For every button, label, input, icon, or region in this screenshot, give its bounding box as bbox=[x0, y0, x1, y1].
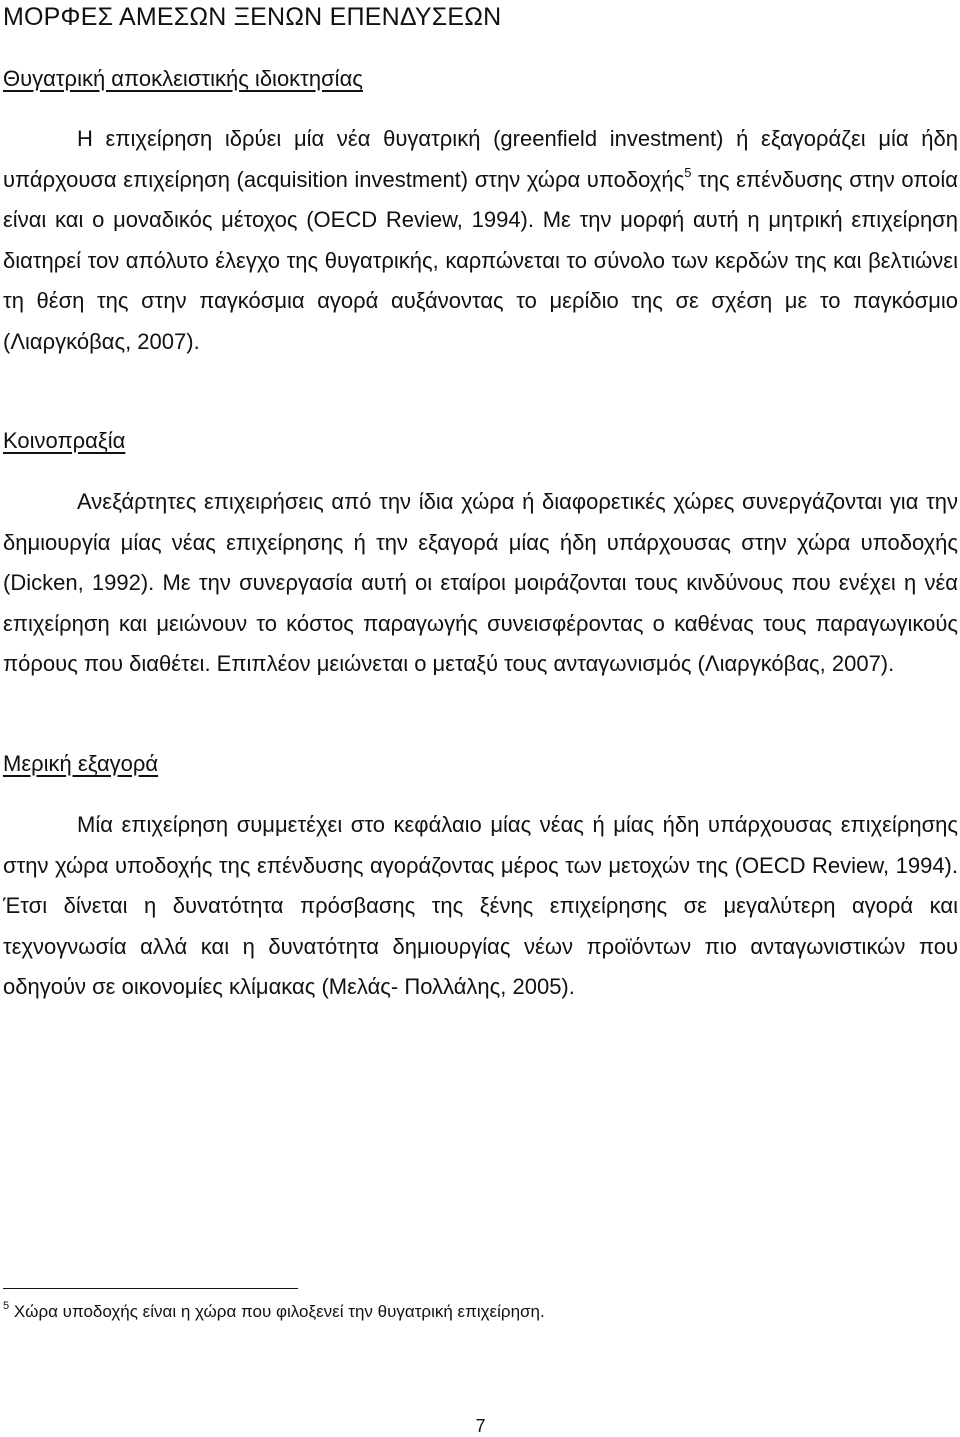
section-heading-partial-acquisition: Μερική εξαγορά bbox=[3, 751, 159, 776]
page-title: ΜΟΡΦΕΣ ΑΜΕΣΩΝ ΞΕΝΩΝ ΕΠΕΝΔΥΣΕΩΝ bbox=[3, 3, 502, 31]
footnote bbox=[3, 1300, 545, 1324]
paragraph-text-continued: της επένδυσης στην οποία είναι και ο μοναδικός μέτοχος (OECD Review, 1994). Με την μορφή αυτή η μητρική επιχείρηση διατηρεί τον απόλυτο έλεγχο της θυγατρικής, καρπώνεται το σύνολο των κερδών της και βελτιώνει τη θέση της στην παγκόσμια αγορά αυξάνοντας το μερίδιο της σε σχέση με το παγκόσμιο (Λιαργκόβας, 2007). bbox=[3, 166, 958, 354]
footnote-number: 5 bbox=[3, 1300, 10, 1312]
section-paragraph-wholly-owned-subsidiary bbox=[3, 119, 958, 362]
section-heading-joint-venture: Κοινοπραξία bbox=[3, 428, 126, 453]
page-number: 7 bbox=[475, 1416, 486, 1436]
footnote-text: Χώρα υποδοχής είναι η χώρα που φιλοξενεί την θυγατρική επιχείρηση. bbox=[9, 1302, 545, 1321]
section-heading-wholly-owned-subsidiary: Θυγατρική αποκλειστικής ιδιοκτησίας bbox=[3, 66, 363, 91]
section-paragraph-joint-venture: Ανεξάρτητες επιχειρήσεις από την ίδια χώρα ή διαφορετικές χώρες συνεργάζονται για την δημιουργία μίας νέας επιχείρησης ή την εξαγορά μίας ήδη υπάρχουσας στην χώρα υποδοχής (Dicken, 1992). Με την συνεργασία αυτή οι εταίροι μοιράζονται τους κινδύνους που ενέχει η νέα επιχείρηση και μειώνουν το κόστος παραγωγής συνεισφέροντας ο καθένας τους παραγωγικούς πόρους που διαθέτει. Επιπλέον μειώνεται ο μεταξύ τους ανταγωνισμός (Λιαργκόβας, 2007). bbox=[3, 489, 958, 676]
paragraph-text: Η επιχείρηση ιδρύει μία νέα θυγατρική (greenfield investment) ή εξαγοράζει μία ήδη υπάρχουσα επιχείρηση (acquisition investment) στην χώρα υποδοχής bbox=[3, 126, 958, 192]
footnote-reference: 5 bbox=[684, 164, 692, 180]
section-paragraph-partial-acquisition: Μία επιχείρηση συμμετέχει στο κεφάλαιο μίας νέας ή μίας ήδη υπάρχουσας επιχείρησης στην χώρα υποδοχής της επένδυσης αγοράζοντας μέρος των μετοχών της (OECD Review, 1994). Έτσι δίνεται η δυνατότητα πρόσβασης της ξένης επιχείρησης σε μεγαλύτερη αγορά και τεχνογνωσία αλλά και η δυνατότητα δημιουργίας νέων προϊόντων πιο ανταγωνιστικών που οδηγούν σε οικονομίες κλίμακας (Μελάς- Πολλάλης, 2005). bbox=[3, 812, 958, 999]
footnote-separator bbox=[3, 1288, 298, 1289]
